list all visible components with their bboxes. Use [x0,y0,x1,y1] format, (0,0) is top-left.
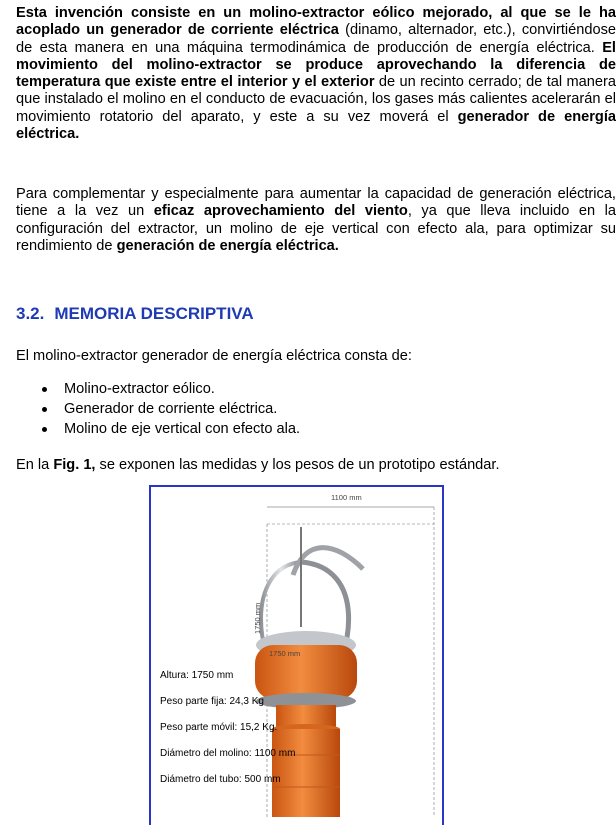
bold-text-run: eficaz aprovechamiento del viento [153,203,408,220]
list-item: Molino-extractor eólico. [40,379,300,399]
bold-text-run: generación de energía eléctrica. [116,237,339,254]
spec-tube-diameter: Diámetro del tubo: 500 mm [160,774,281,785]
bold-text-run: El movimiento del molino-extractor se produce aprovechando la diferencia de temperatura que existe entre el interior y el exterior [16,39,616,91]
figref-bold: Fig. 1, [53,457,96,473]
intro-text: El molino-extractor generador de energía eléctrica consta de: [16,348,412,364]
list-item: Molino de eje vertical con efecto ala. [40,419,300,439]
figure-reference [16,457,500,473]
component-list [40,379,300,439]
text-run: de un recinto cerrado; de tal manera que instalado el molino en el conducto de evacuación, los gases más calientes acelerarán el movimiento rotatorio del aparato, y este a su vez moverá el [16,74,616,125]
spec-moving-weight: Peso parte móvil: 15,2 Kg. [160,722,278,733]
figref-post: se exponen las medidas y los pesos de un prototipo estándar. [95,457,500,473]
text-run: , ya que lleva incluido en la configuración del extractor, un molino de eje vertical con efecto ala, para optimizar su rendimiento de [16,203,616,254]
text-run: Para complementar y especialmente para aumentar la capacidad de generación eléctrica, tiene a la vez un [16,186,616,220]
section-number: 3.2. [16,304,45,323]
section-heading [16,304,254,324]
dimension-height-label-vertical: 1750 mm [253,602,262,634]
spec-mill-diameter: Diámetro del molino: 1100 mm [160,748,296,759]
section-title: MEMORIA DESCRIPTIVA [54,304,254,323]
bold-text-run: generador de energía eléctrica. [16,108,616,143]
paragraph-wind-complement [16,186,616,255]
figure-frame [149,485,444,825]
paragraph-invention-summary [16,5,616,143]
bold-text-run: Esta invención consiste en un molino-extractor eólico mejorado, al que se le ha acoplado un generador de corriente eléctrica [16,5,616,39]
list-item: Generador de corriente eléctrica. [40,399,300,419]
figref-pre: En la [16,457,54,473]
dimension-height-label: 1750 mm [269,649,301,658]
spec-fixed-weight: Peso parte fija: 24,3 Kg [160,696,264,707]
dimension-width-label: 1100 mm [331,493,362,502]
exhaust-tube [272,729,340,817]
text-run: (dinamo, alternador, etc.), convirtiéndose de esta manera en una máquina termodinámica de producción de energía eléctrica. [16,22,616,56]
spec-height: Altura: 1750 mm [160,670,234,681]
